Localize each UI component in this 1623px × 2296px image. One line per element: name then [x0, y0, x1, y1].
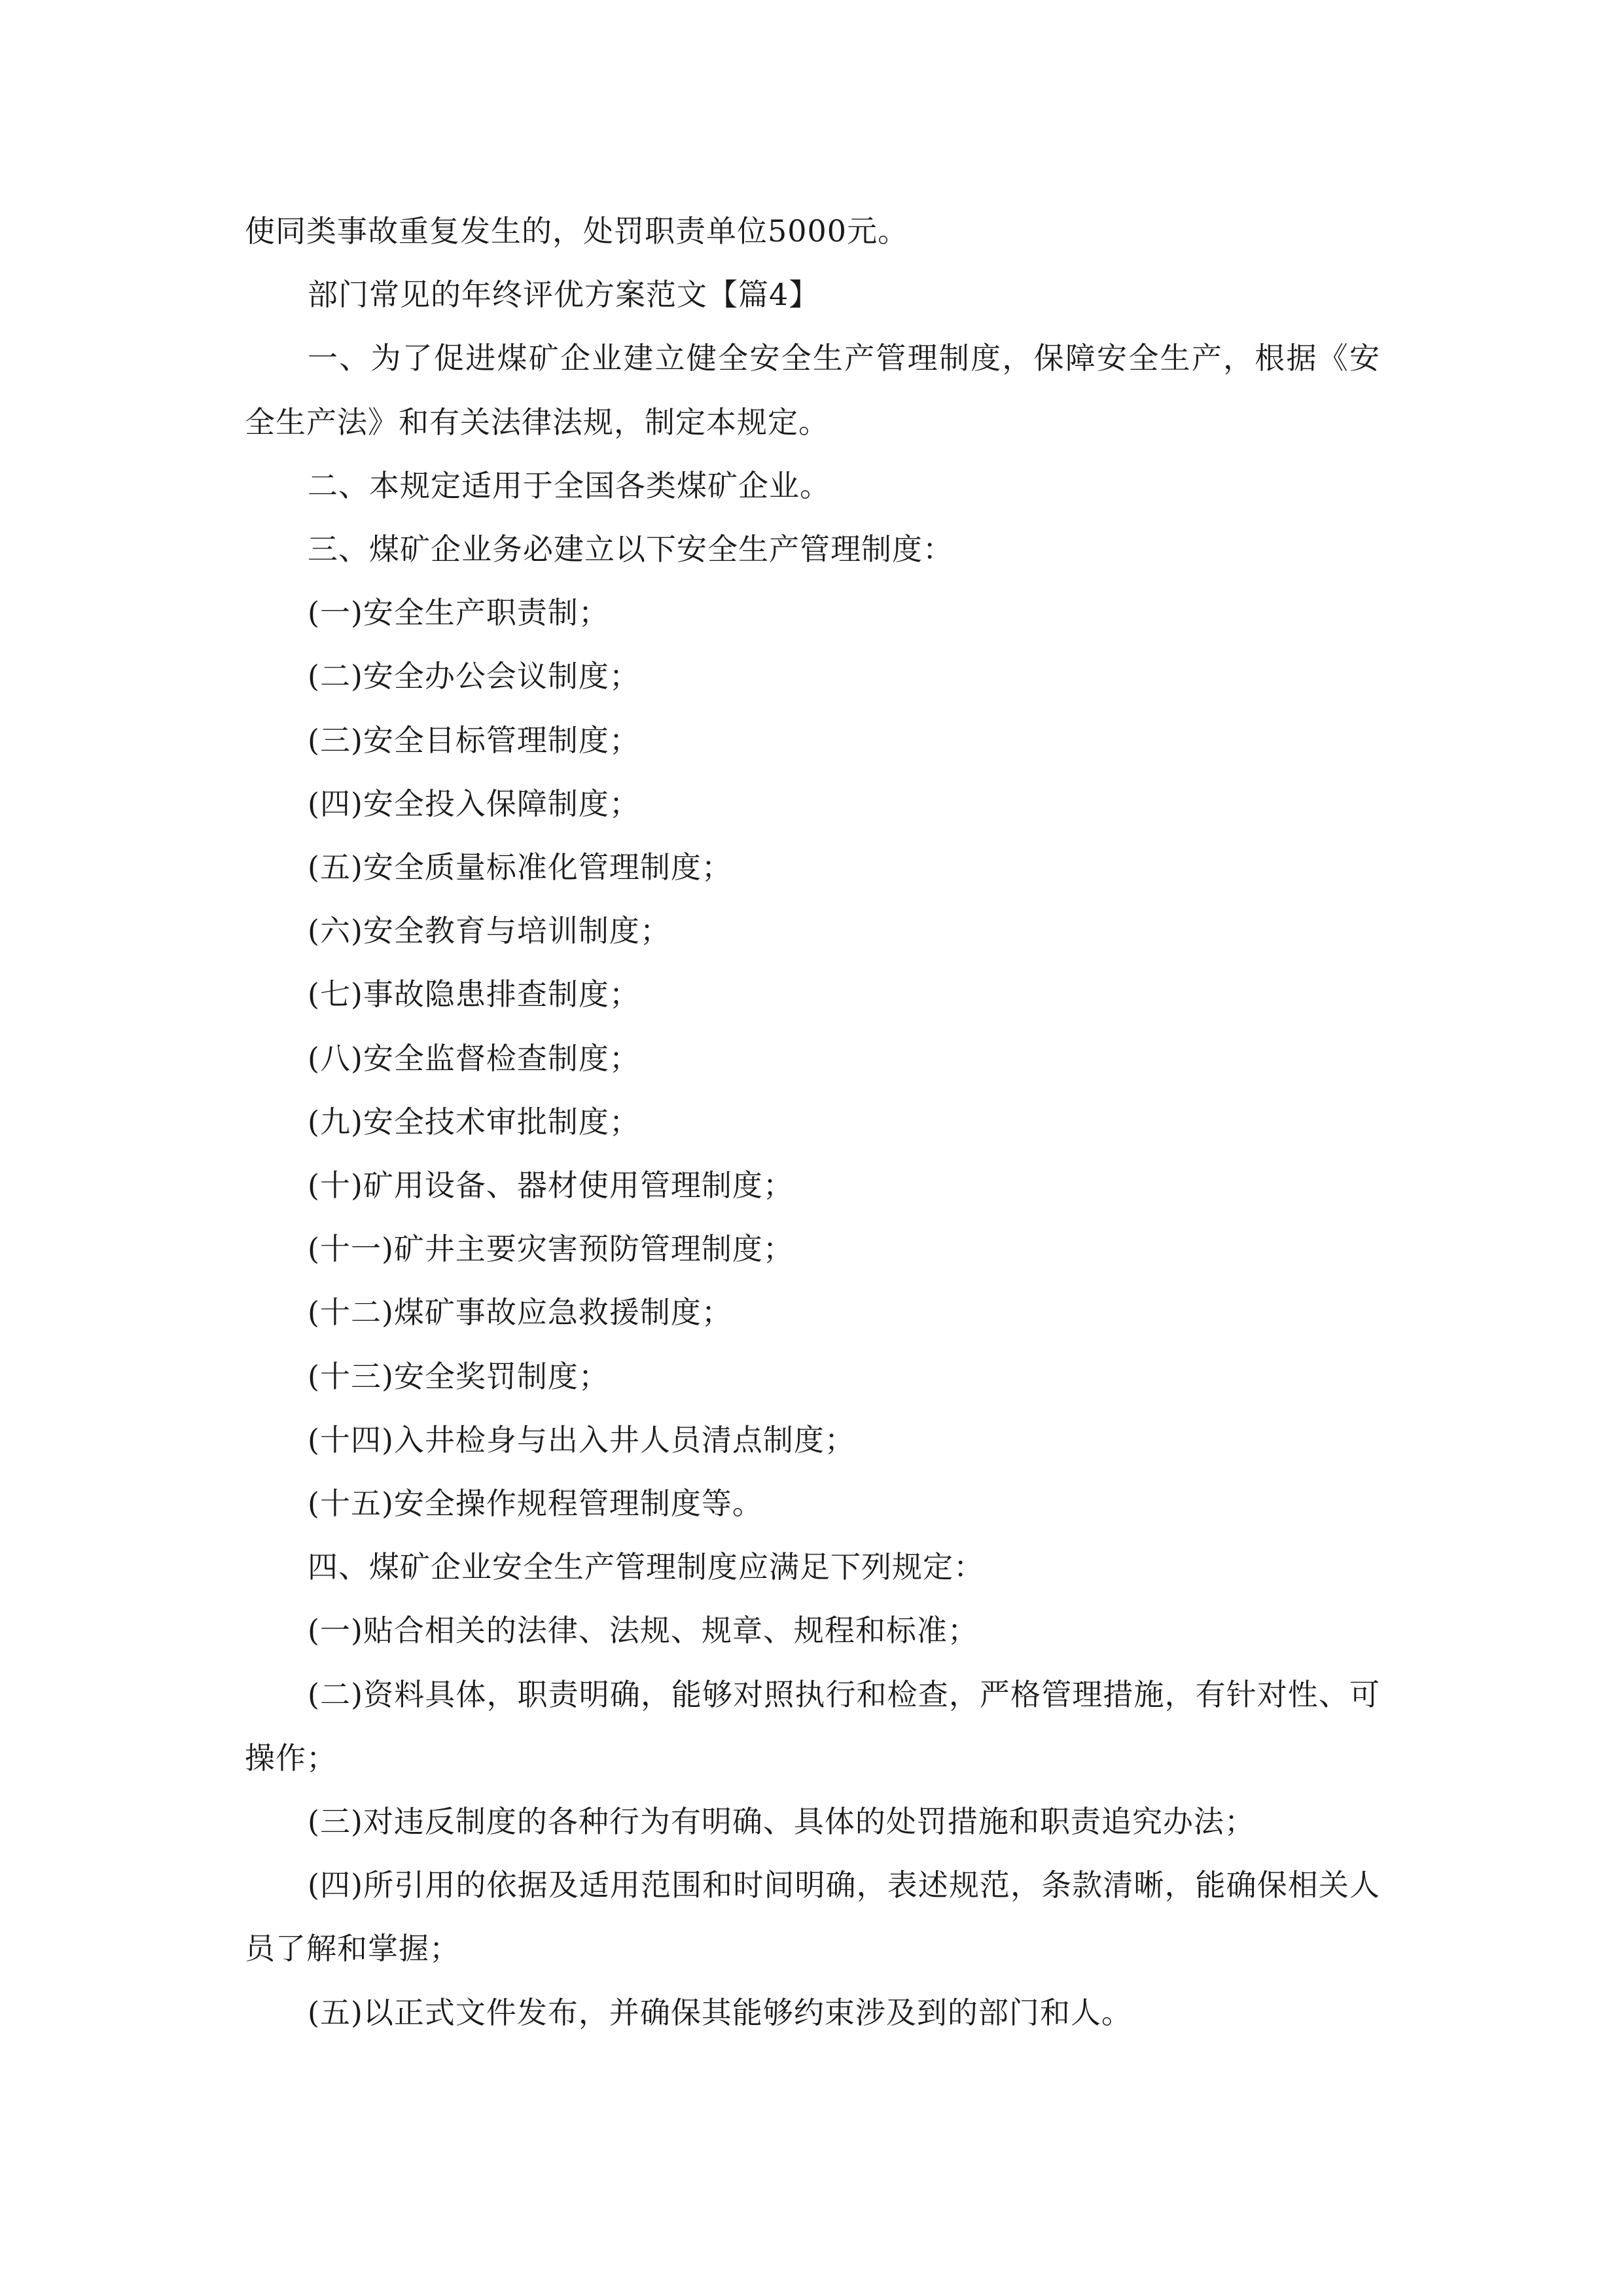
list-item: (十一)矿井主要灾害预防管理制度；: [308, 1231, 794, 1267]
list-item: (十四)入井检身与出入井人员清点制度；: [308, 1422, 855, 1458]
paragraph: 使同类事故重复发生的，处罚职责单位5000元。: [245, 213, 909, 249]
document-body: [245, 200, 1380, 2045]
list-item: (一)安全生产职责制；: [308, 595, 609, 631]
list-item: (三)安全目标管理制度；: [308, 722, 640, 758]
list-item: (四)安全投入保障制度；: [308, 785, 640, 821]
paragraph: 二、本规定适用于全国各类煤矿企业。: [308, 467, 830, 503]
list-item: (一)贴合相关的法律、法规、规章、规程和标准；: [308, 1613, 978, 1649]
section-heading: 部门常见的年终评优方案范文【篇4】: [308, 277, 820, 313]
list-item: (三)对违反制度的各种行为有明确、具体的处罚措施和职责追究办法；: [308, 1804, 1255, 1840]
paragraph: 三、煤矿企业务必建立以下安全生产管理制度：: [308, 531, 954, 567]
list-item: (六)安全教育与培训制度；: [308, 913, 671, 949]
paragraph: 四、煤矿企业安全生产管理制度应满足下列规定：: [308, 1549, 984, 1585]
list-item: (五)安全质量标准化管理制度；: [308, 850, 732, 886]
list-item: (十五)安全操作规程管理制度等。: [308, 1486, 763, 1522]
list-item: (八)安全监督检查制度；: [308, 1040, 640, 1076]
paragraph: 一、为了促进煤矿企业建立健全安全生产管理制度，保障安全生产，根据《安全生产法》和有关法律法规，制定本规定。: [245, 340, 1380, 440]
list-item: (十三)安全奖罚制度；: [308, 1358, 609, 1394]
list-item: (二)资料具体，职责明确，能够对照执行和检查，严格管理措施，有针对性、可操作；: [245, 1676, 1380, 1776]
list-item: (五)以正式文件发布，并确保其能够约束涉及到的部门和人。: [308, 1994, 1132, 2030]
list-item: (十)矿用设备、器材使用管理制度；: [308, 1168, 794, 1204]
list-item: (九)安全技术审批制度；: [308, 1103, 640, 1139]
list-item: (四)所引用的依据及适用范围和时间明确，表述规范，条款清晰，能确保相关人员了解和掌握；: [245, 1867, 1380, 1967]
list-item: (十二)煤矿事故应急救援制度；: [308, 1295, 732, 1331]
list-item: (二)安全办公会议制度；: [308, 658, 640, 694]
list-item: (七)事故隐患排查制度；: [308, 977, 640, 1013]
